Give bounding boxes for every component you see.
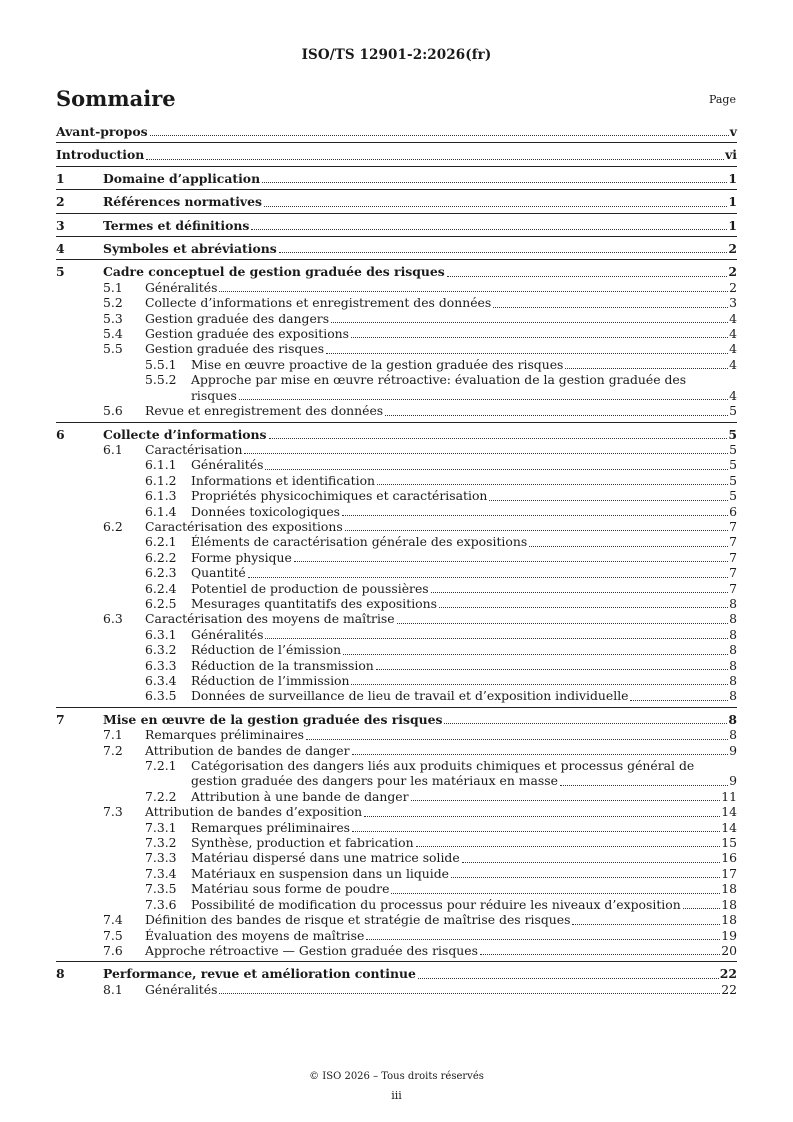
- toc-entry-title: Évaluation des moyens de maîtrise: [145, 927, 365, 943]
- toc-entry-number: 7.5: [103, 927, 123, 943]
- toc-entry-page: vi: [725, 147, 737, 163]
- toc-entry-page: 8: [729, 626, 737, 642]
- toc-entry[interactable]: [56, 488, 737, 503]
- toc-separator: [56, 189, 737, 190]
- toc-leader-dots: [219, 993, 720, 994]
- toc-entry[interactable]: [56, 241, 737, 256]
- toc-leader-dots: [342, 515, 728, 516]
- toc-leader-dots: [345, 530, 728, 531]
- toc-entry-page: 1: [728, 194, 737, 210]
- toc-entry-title: Généralités: [191, 457, 264, 473]
- toc-entry-page: 3: [729, 295, 737, 311]
- toc-separator: [56, 213, 737, 214]
- toc-entry-title: Attribution de bandes d’exposition: [145, 804, 363, 820]
- toc-entry-page: 14: [721, 819, 737, 835]
- toc-entry[interactable]: [56, 596, 737, 611]
- toc-entry-page: 17: [721, 865, 737, 881]
- toc-leader-dots: [489, 500, 728, 501]
- toc-separator: [56, 142, 737, 143]
- toc-entry-number: 7.3.5: [145, 881, 177, 897]
- toc-leader-dots: [279, 252, 728, 253]
- toc-entry-page: 2: [729, 279, 737, 295]
- toc-entry-continuation[interactable]: [56, 388, 737, 403]
- toc-entry-page: 14: [721, 804, 737, 820]
- toc-entry-page: 7: [729, 534, 737, 550]
- toc-entry-number: 7.1: [103, 727, 123, 743]
- toc-entry-page: 5: [729, 488, 737, 504]
- toc-leader-dots: [244, 453, 728, 454]
- toc-entry[interactable]: [56, 897, 737, 912]
- toc-entry-title: Domaine d’application: [103, 170, 261, 186]
- toc-entry-number: 6.1.4: [145, 503, 177, 519]
- toc-entry-title: Matériaux en suspension dans un liquide: [191, 865, 450, 881]
- toc-entry[interactable]: [56, 124, 737, 139]
- toc-entry[interactable]: [56, 264, 737, 279]
- toc-leader-dots: [439, 607, 728, 608]
- toc-leader-dots: [269, 438, 728, 439]
- toc-leader-dots: [431, 592, 728, 593]
- toc-entry-number: 7.2.2: [145, 788, 177, 804]
- toc-entry-number: 6.3.2: [145, 642, 177, 658]
- toc-entry[interactable]: [56, 341, 737, 356]
- toc-entry-number: 6.3.4: [145, 673, 177, 688]
- toc-entry-number: 5.6: [103, 403, 123, 419]
- toc-entry[interactable]: [56, 611, 737, 626]
- page-column-label: Page: [708, 93, 736, 106]
- toc-entry-number: 6.2.1: [145, 534, 177, 550]
- toc-entry[interactable]: [56, 504, 737, 519]
- toc-entry[interactable]: [56, 943, 737, 958]
- toc-entry-number: 3: [56, 217, 65, 233]
- toc-entry-number: 7.3: [103, 804, 123, 820]
- toc-leader-dots: [416, 846, 721, 847]
- toc-entry[interactable]: [56, 712, 737, 727]
- toc-entry-number: 5.2: [103, 295, 123, 311]
- toc-leader-dots: [411, 800, 721, 801]
- toc-leader-dots: [265, 469, 728, 470]
- toc-entry-title: Approche rétroactive — Gestion graduée des risques: [145, 942, 478, 958]
- toc-entry-page: 9: [729, 742, 737, 758]
- toc-entry-title: Réduction de la transmission: [191, 657, 374, 673]
- toc-entry[interactable]: [56, 727, 737, 742]
- toc-entry[interactable]: [56, 820, 737, 835]
- toc-entry-title: Possibilité de modification du processus pour réduire les niveaux d’exposition: [191, 896, 681, 912]
- toc-entry[interactable]: [56, 218, 737, 233]
- toc-entry-number: 7.2.1: [145, 758, 177, 774]
- toc-leader-dots: [150, 135, 729, 136]
- toc-entry-title: Quantité: [191, 565, 246, 581]
- toc-leader-dots: [630, 700, 728, 701]
- toc-entry-page: 9: [729, 773, 737, 789]
- toc-entry-page: 2: [728, 264, 737, 280]
- toc-leader-dots: [326, 353, 728, 354]
- toc-entry-page: 6: [729, 503, 737, 519]
- toc-entry-number: 6.1.1: [145, 457, 177, 473]
- toc-entry-page: 5: [729, 441, 737, 457]
- toc-entry[interactable]: [56, 403, 737, 418]
- toc-entry[interactable]: [56, 457, 737, 472]
- toc-leader-dots: [351, 684, 728, 685]
- toc-entry-title: Approche par mise en œuvre rétroactive: évaluation de la gestion graduée des: [191, 372, 687, 388]
- toc-entry-title: Cadre conceptuel de gestion graduée des risques: [103, 264, 445, 280]
- toc-entry-page: 22: [721, 981, 737, 997]
- toc-entry-page: 15: [721, 835, 737, 851]
- toc-leader-dots: [572, 924, 720, 925]
- toc-entry-page: 8: [728, 711, 737, 727]
- toc-entry-number: 6.3.3: [145, 657, 177, 673]
- toc-entry-title: Attribution de bandes de danger: [145, 742, 350, 758]
- toc-leader-dots: [366, 939, 720, 940]
- toc-leader-dots: [352, 831, 720, 832]
- toc-leader-dots: [560, 785, 728, 786]
- toc-leader-dots: [239, 399, 728, 400]
- toc-entry[interactable]: [56, 758, 737, 773]
- toc-entry-page: 7: [729, 580, 737, 596]
- toc-entry-page: 7: [729, 549, 737, 565]
- toc-entry[interactable]: [56, 658, 737, 673]
- toc-entry-page: 22: [719, 966, 737, 982]
- toc-entry-number: 6.2: [103, 518, 123, 534]
- toc-entry-page: 1: [728, 170, 737, 186]
- toc-entry-page: 7: [729, 565, 737, 581]
- toc-entry[interactable]: [56, 194, 737, 209]
- toc-entry-page: 20: [721, 942, 737, 958]
- toc-entry-number: 5.3: [103, 310, 123, 326]
- toc-entry-page: 8: [729, 642, 737, 658]
- toc-entry[interactable]: [56, 147, 737, 162]
- toc-entry-title-continued: risques: [191, 387, 237, 403]
- toc-leader-dots: [565, 368, 728, 369]
- toc-leader-dots: [391, 893, 720, 894]
- toc-leader-dots: [493, 307, 728, 308]
- toc-entry-title: Caractérisation: [145, 441, 243, 457]
- toc-entry-title: Caractérisation des moyens de maîtrise: [145, 611, 395, 627]
- table-of-contents: [56, 124, 737, 997]
- toc-entry-title: Attribution à une bande de danger: [191, 788, 409, 804]
- toc-entry-number: 6.2.2: [145, 549, 177, 565]
- toc-leader-dots: [331, 322, 728, 323]
- toc-entry-page: 8: [729, 595, 737, 611]
- toc-entry-page: 5: [728, 426, 737, 442]
- toc-entry-title: Mise en œuvre de la gestion graduée des risques: [103, 711, 443, 727]
- toc-entry[interactable]: [56, 295, 737, 310]
- toc-entry-page: 18: [721, 896, 737, 912]
- toc-entry-page: 5: [729, 403, 737, 419]
- toc-entry-number: 4: [56, 241, 65, 257]
- toc-entry[interactable]: [56, 673, 737, 688]
- toc-entry-page: 8: [729, 611, 737, 627]
- toc-entry-title: Généralités: [145, 279, 218, 295]
- toc-entry-title: Matériau dispersé dans une matrice solide: [191, 850, 460, 866]
- toc-entry-number: 6.1: [103, 441, 123, 457]
- toc-leader-dots: [364, 816, 720, 817]
- toc-entry[interactable]: [56, 280, 737, 295]
- toc-entry-page: 5: [729, 457, 737, 473]
- toc-leader-dots: [397, 623, 728, 624]
- toc-entry-title: Généralités: [145, 981, 218, 997]
- toc-entry-page: 2: [728, 241, 737, 257]
- toc-entry-number: 6.3.1: [145, 626, 177, 642]
- toc-entry[interactable]: [56, 372, 737, 387]
- toc-leader-dots: [264, 206, 727, 207]
- toc-entry[interactable]: [56, 688, 737, 703]
- toc-entry[interactable]: [56, 743, 737, 758]
- toc-separator: [56, 236, 737, 237]
- toc-entry-number: 6.1.2: [145, 472, 177, 488]
- toc-entry-title: Termes et définitions: [103, 217, 250, 233]
- toc-entry-title: Synthèse, production et fabrication: [191, 835, 414, 851]
- toc-entry-number: 7: [56, 711, 65, 727]
- toc-leader-dots: [219, 291, 728, 292]
- toc-entry-title: Gestion graduée des dangers: [145, 310, 330, 326]
- toc-entry-page: 8: [729, 657, 737, 673]
- toc-entry-number: 6.3: [103, 611, 123, 627]
- toc-entry-page: 4: [729, 326, 737, 342]
- toc-entry-title: Mesurages quantitatifs des expositions: [191, 595, 437, 611]
- toc-leader-dots: [146, 159, 724, 160]
- toc-entry-title: Remarques préliminaires: [145, 727, 305, 743]
- toc-entry-title: Forme physique: [191, 549, 292, 565]
- toc-entry-title: Définition des bandes de risque et stratégie de maîtrise des risques: [145, 912, 571, 928]
- toc-entry-number: 8: [56, 966, 65, 982]
- toc-entry[interactable]: [56, 311, 737, 326]
- toc-entry-title: Caractérisation des expositions: [145, 518, 343, 534]
- toc-entry-number: 2: [56, 194, 65, 210]
- toc-entry-page: 11: [721, 788, 737, 804]
- toc-entry[interactable]: [56, 912, 737, 927]
- toc-entry[interactable]: [56, 534, 737, 549]
- toc-entry-number: 7.6: [103, 942, 123, 958]
- toc-entry-page: 7: [729, 518, 737, 534]
- toc-leader-dots: [377, 484, 728, 485]
- toc-leader-dots: [447, 276, 728, 277]
- toc-leader-dots: [480, 954, 720, 955]
- toc-entry[interactable]: [56, 442, 737, 457]
- toc-entry[interactable]: [56, 966, 737, 981]
- toc-separator: [56, 166, 737, 167]
- toc-entry-page: 8: [729, 688, 737, 704]
- toc-entry[interactable]: [56, 427, 737, 442]
- toc-entry-title: Catégorisation des dangers liés aux produits chimiques et processus général de: [191, 758, 695, 774]
- toc-entry[interactable]: [56, 581, 737, 596]
- toc-entry-number: 6.2.5: [145, 595, 177, 611]
- toc-entry-title: Données toxicologiques: [191, 503, 341, 519]
- toc-leader-dots: [418, 978, 719, 979]
- toc-entry-number: 7.3.1: [145, 819, 177, 835]
- toc-separator: [56, 961, 737, 962]
- toc-entry-number: 6.1.3: [145, 488, 177, 504]
- toc-entry[interactable]: [56, 550, 737, 565]
- toc-entry-page: 1: [728, 217, 737, 233]
- toc-entry-number: 5.1: [103, 279, 123, 295]
- toc-entry[interactable]: [56, 982, 737, 997]
- toc-entry-number: 5: [56, 264, 65, 280]
- toc-entry-number: 7.2: [103, 742, 123, 758]
- toc-entry[interactable]: [56, 642, 737, 657]
- toc-entry-page: 16: [721, 850, 737, 866]
- toc-entry-title: Gestion graduée des expositions: [145, 326, 350, 342]
- toc-entry-number: 6.2.4: [145, 580, 177, 596]
- toc-leader-dots: [376, 669, 728, 670]
- toc-entry[interactable]: [56, 804, 737, 819]
- toc-entry-number: 6.3.5: [145, 688, 177, 704]
- toc-leader-dots: [248, 577, 728, 578]
- toc-entry-title: Éléments de caractérisation générale des expositions: [191, 534, 528, 550]
- toc-leader-dots: [294, 561, 728, 562]
- toc-leader-dots: [265, 638, 728, 639]
- toc-entry-number: 5.5.2: [145, 372, 177, 388]
- toc-entry-page: 4: [729, 341, 737, 357]
- toc-entry-page: 4: [729, 356, 737, 372]
- toc-leader-dots: [251, 229, 727, 230]
- toc-entry[interactable]: [56, 473, 737, 488]
- toc-leader-dots: [683, 908, 721, 909]
- toc-leader-dots: [306, 739, 728, 740]
- toc-entry-page: 4: [729, 387, 737, 403]
- toc-entry-page: v: [729, 124, 737, 139]
- toc-entry[interactable]: [56, 789, 737, 804]
- toc-entry-title: Réduction de l’émission: [191, 642, 342, 658]
- toc-entry-page: 4: [729, 310, 737, 326]
- toc-entry[interactable]: [56, 326, 737, 341]
- toc-leader-dots: [343, 654, 728, 655]
- toc-entry-title: Symboles et abréviations: [103, 241, 277, 257]
- toc-entry[interactable]: [56, 627, 737, 642]
- toc-entry-number: 5.5.1: [145, 356, 177, 372]
- toc-entry-page: 8: [729, 673, 737, 688]
- toc-separator: [56, 259, 737, 260]
- page-title: Sommaire: [56, 86, 176, 111]
- toc-leader-dots: [351, 337, 728, 338]
- toc-entry-title: Introduction: [56, 147, 145, 163]
- toc-leader-dots: [352, 754, 729, 755]
- toc-entry[interactable]: [56, 881, 737, 896]
- toc-entry-number: 7.3.6: [145, 896, 177, 912]
- toc-entry-title-continued: gestion graduée des dangers pour les matériaux en masse: [191, 773, 558, 789]
- toc-entry-page: 19: [721, 927, 737, 943]
- toc-entry-number: 7.3.3: [145, 850, 177, 866]
- toc-entry-title: Références normatives: [103, 194, 262, 210]
- toc-leader-dots: [451, 877, 720, 878]
- toc-entry-page: 18: [721, 881, 737, 897]
- toc-entry-title: Revue et enregistrement des données: [145, 403, 384, 419]
- toc-entry-page: 18: [721, 912, 737, 928]
- footer-copyright: © ISO 2026 – Tous droits réservés: [309, 1071, 484, 1082]
- toc-entry-title: Généralités: [191, 626, 264, 642]
- toc-separator: [56, 707, 737, 708]
- toc-entry[interactable]: [56, 171, 737, 186]
- toc-entry-page: 8: [729, 727, 737, 743]
- toc-entry-title: Informations et identification: [191, 472, 376, 488]
- toc-entry[interactable]: [56, 928, 737, 943]
- toc-leader-dots: [529, 546, 728, 547]
- toc-entry[interactable]: [56, 850, 737, 865]
- toc-entry-number: 5.5: [103, 341, 123, 357]
- toc-leader-dots: [462, 862, 721, 863]
- toc-entry-page: 5: [729, 472, 737, 488]
- toc-entry-number: 6.2.3: [145, 565, 177, 581]
- toc-entry-number: 1: [56, 170, 65, 186]
- toc-entry-title: Propriétés physicochimiques et caractérisation: [191, 488, 488, 504]
- toc-entry-title: Potentiel de production de poussières: [191, 580, 429, 596]
- toc-separator: [56, 422, 737, 423]
- footer-page-number: iii: [391, 1089, 402, 1102]
- toc-entry-title: Avant-propos: [56, 124, 148, 139]
- toc-entry-number: 8.1: [103, 981, 123, 997]
- toc-entry-title: Réduction de l’immission: [191, 673, 350, 688]
- toc-entry-title: Données de surveillance de lieu de travail et d’exposition individuelle: [191, 688, 629, 704]
- toc-entry[interactable]: [56, 519, 737, 534]
- toc-leader-dots: [444, 723, 727, 724]
- toc-entry-title: Mise en œuvre proactive de la gestion graduée des risques: [191, 356, 564, 372]
- toc-entry-title: Performance, revue et amélioration continue: [103, 966, 416, 982]
- toc-entry[interactable]: [56, 866, 737, 881]
- toc-entry-number: 6: [56, 426, 65, 442]
- toc-entry-number: 5.4: [103, 326, 123, 342]
- toc-leader-dots: [385, 415, 728, 416]
- toc-entry[interactable]: [56, 835, 737, 850]
- toc-entry-title: Matériau sous forme de poudre: [191, 881, 390, 897]
- toc-entry-title: Collecte d’informations: [103, 426, 267, 442]
- toc-entry[interactable]: [56, 565, 737, 580]
- toc-entry-title: Collecte d’informations et enregistrement des données: [145, 295, 492, 311]
- toc-entry-number: 7.3.2: [145, 835, 177, 851]
- toc-entry-title: Remarques préliminaires: [191, 819, 351, 835]
- toc-entry-continuation[interactable]: [56, 773, 737, 788]
- toc-entry-title: Gestion graduée des risques: [145, 341, 325, 357]
- toc-entry-number: 7.3.4: [145, 865, 177, 881]
- toc-entry[interactable]: [56, 357, 737, 372]
- toc-entry-number: 7.4: [103, 912, 123, 928]
- toc-leader-dots: [262, 182, 727, 183]
- document-header: ISO/TS 12901-2:2026(fr): [301, 47, 492, 63]
